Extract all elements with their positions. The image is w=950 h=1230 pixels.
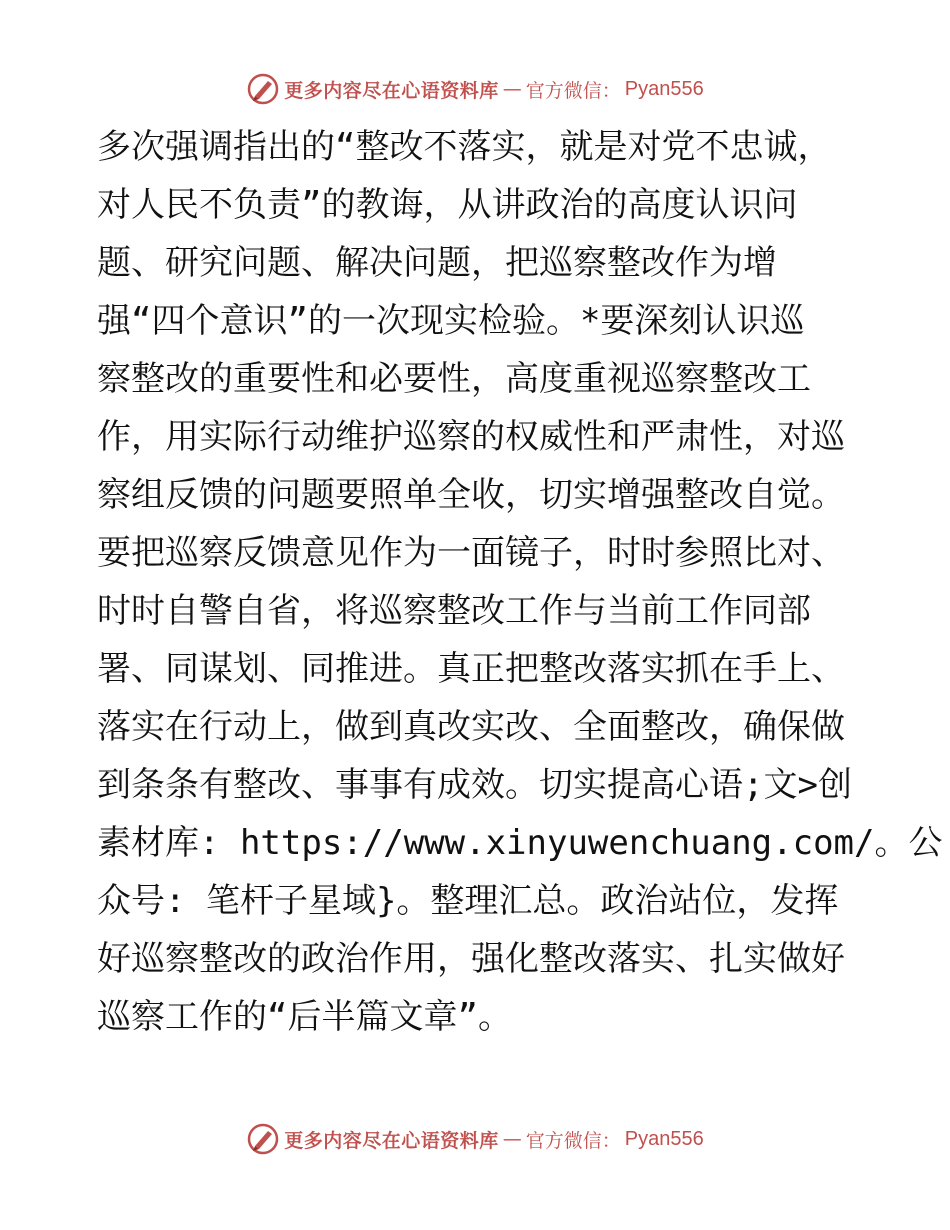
document-body (97, 118, 943, 1046)
header-banner (0, 72, 950, 106)
footer-dash: — (502, 1128, 522, 1150)
body-line: 署、同谋划、同推进。真正把整改落实抓在手上、 (97, 649, 845, 689)
footer-official-label: 官方微信： (525, 1129, 621, 1152)
body-line: 作，用实际行动维护巡察的权威性和严肃性，对巡 (97, 417, 845, 457)
footer-brand-text: 更多内容尽在心语资料库 (284, 1129, 499, 1152)
header-wechat-id: Pyan556 (624, 77, 704, 100)
body-line: 强“四个意识”的一次现实检验。*要深刻认识巡 (97, 301, 805, 341)
pen-logo-icon (246, 1122, 280, 1156)
header-dash: — (502, 78, 522, 100)
body-line: 落实在行动上，做到真改实改、全面整改，确保做 (97, 707, 845, 747)
body-line: 时时自警自省，将巡察整改工作与当前工作同部 (97, 591, 811, 631)
body-line: 对人民不负责”的教诲，从讲政治的高度认识问 (97, 185, 798, 225)
header-brand-text: 更多内容尽在心语资料库 (284, 79, 499, 102)
pen-logo-icon (246, 72, 280, 106)
body-line: 要把巡察反馈意见作为一面镜子，时时参照比对、 (97, 533, 845, 573)
footer-banner (0, 1122, 950, 1156)
footer-wechat-id: Pyan556 (624, 1127, 704, 1150)
body-line: 察组反馈的问题要照单全收，切实增强整改自觉。 (97, 475, 845, 515)
body-line: 好巡察整改的政治作用，强化整改落实、扎实做好 (97, 939, 845, 979)
body-line: 素材库: https://www.xinyuwenchuang.com/。公 (97, 823, 943, 863)
body-line: 多次强调指出的“整改不落实，就是对党不忠诚， (97, 127, 832, 167)
body-line: 察整改的重要性和必要性，高度重视巡察整改工 (97, 359, 811, 399)
body-line: 巡察工作的“后半篇文章”。 (97, 997, 512, 1037)
body-line: 题、研究问题、解决问题，把巡察整改作为增 (97, 243, 777, 283)
header-official-label: 官方微信： (525, 79, 621, 102)
body-line: 到条条有整改、事事有成效。切实提高心语;文>创 (97, 765, 852, 805)
body-line: 众号: 笔杆子星域}。整理汇总。政治站位，发挥 (97, 881, 839, 921)
